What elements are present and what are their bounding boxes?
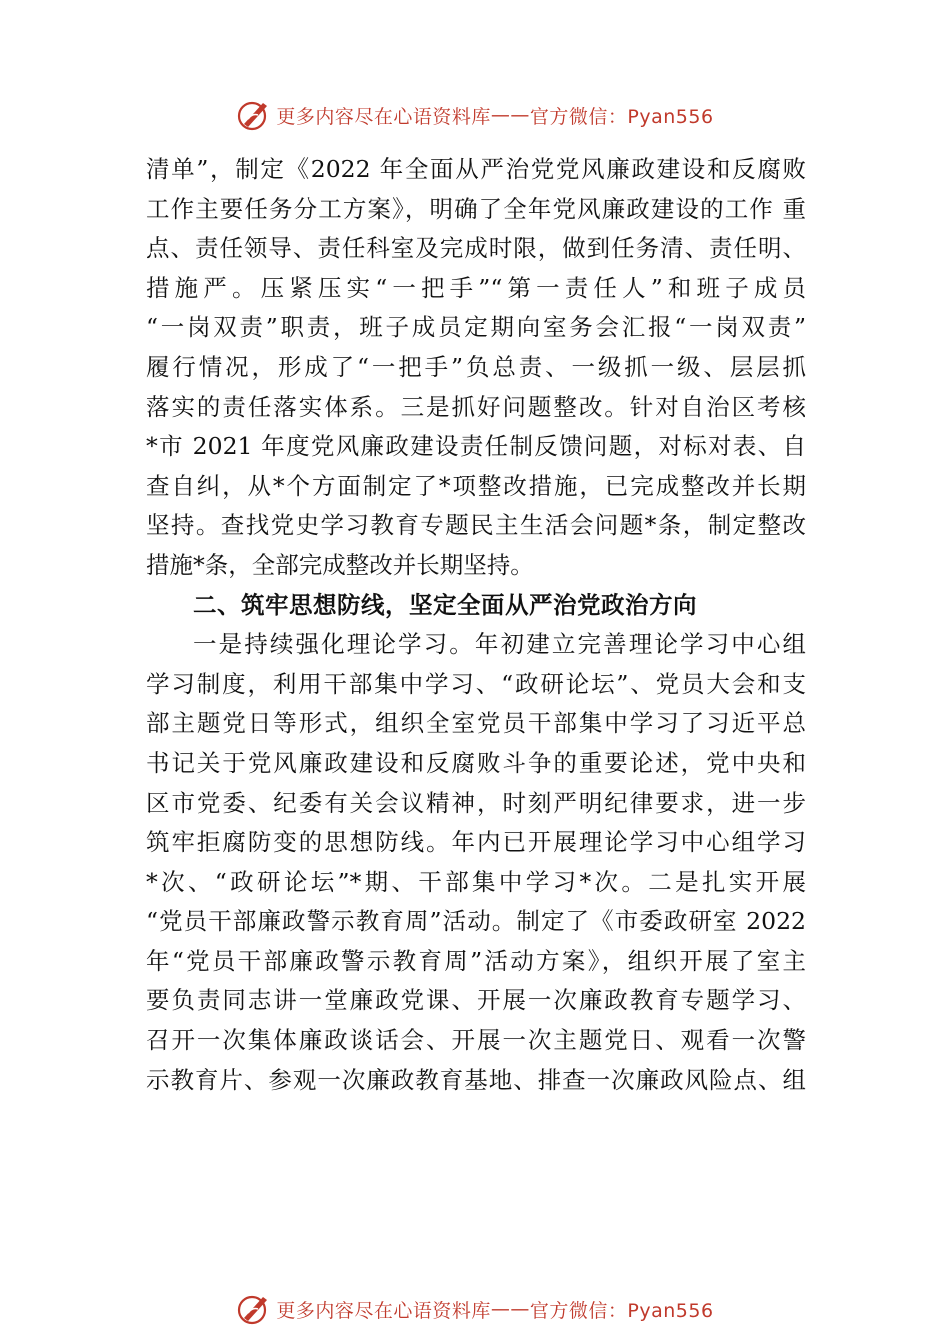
footer-wechat-text: 官方微信：Pyan556 bbox=[529, 1299, 714, 1322]
body-line: 召开一次集体廉政谈话会、开展一次主题党日、观看一次警 bbox=[146, 1026, 806, 1055]
body-line: 学习制度，利用干部集中学习、“政研论坛”、党员大会和支 bbox=[146, 669, 806, 698]
body-line: 履行情况，形成了“一把手”负总责、一级抓一级、层层抓 bbox=[146, 352, 806, 381]
header-brand-text: 更多内容尽在心语资料库 bbox=[276, 105, 491, 128]
footer-separator: —— bbox=[490, 1298, 530, 1320]
header-wechat-text: 官方微信：Pyan556 bbox=[529, 105, 714, 128]
pen-logo-icon bbox=[236, 97, 272, 133]
section-heading: 二、筑牢思想防线，坚定全面从严治党政治方向 bbox=[193, 590, 697, 619]
header-separator: —— bbox=[490, 104, 530, 126]
body-line: 措施*条，全部完成整改并长期坚持。 bbox=[146, 550, 534, 579]
body-line: “党员干部廉政警示教育周”活动。制定了《市委政研室 2022 bbox=[146, 907, 806, 936]
body-line: 部主题党日等形式，组织全室党员干部集中学习了习近平总 bbox=[146, 709, 806, 738]
header-banner bbox=[0, 93, 950, 137]
footer-brand-text: 更多内容尽在心语资料库 bbox=[276, 1299, 491, 1322]
document-body bbox=[146, 150, 806, 1100]
body-line: 清单”，制定《2022 年全面从严治党党风廉政建设和反腐败 bbox=[146, 155, 806, 183]
body-line: 工作主要任务分工方案》，明确了全年党风廉政建设的工作 重 bbox=[146, 194, 806, 223]
body-line: 示教育片、参观一次廉政教育基地、排查一次廉政风险点、组 bbox=[146, 1065, 806, 1094]
body-line: *市 2021 年度党风廉政建设责任制反馈问题，对标对表、自 bbox=[146, 432, 806, 461]
body-line: 年“党员干部廉政警示教育周”活动方案》，组织开展了室主 bbox=[146, 946, 806, 975]
body-line: “一岗双责”职责，班子成员定期向室务会汇报“一岗双责” bbox=[146, 313, 806, 342]
body-line: 查自纠，从*个方面制定了*项整改措施，已完成整改并长期 bbox=[146, 471, 806, 500]
footer-banner bbox=[0, 1287, 950, 1331]
body-line: 落实的责任落实体系。三是抓好问题整改。针对自治区考核 bbox=[146, 392, 806, 421]
body-line: 坚持。查找党史学习教育专题民主生活会问题*条，制定整改 bbox=[146, 511, 806, 540]
body-line: 区市党委、纪委有关会议精神，时刻严明纪律要求，进一步 bbox=[146, 788, 806, 817]
pen-logo-icon bbox=[236, 1291, 272, 1327]
body-line: 书记关于党风廉政建设和反腐败斗争的重要论述，党中央和 bbox=[146, 748, 806, 777]
body-line: 筑牢拒腐防变的思想防线。年内已开展理论学习中心组学习 bbox=[146, 828, 806, 857]
body-line: 一是持续强化理论学习。年初建立完善理论学习中心组 bbox=[193, 630, 806, 659]
body-line: 要负责同志讲一堂廉政党课、开展一次廉政教育专题学习、 bbox=[146, 986, 806, 1015]
body-line: *次、“政研论坛”*期、干部集中学习*次。二是扎实开展 bbox=[146, 867, 806, 896]
body-line: 措施严。压紧压实“一把手”“第一责任人”和班子成员 bbox=[146, 273, 806, 302]
body-line: 点、责任领导、责任科室及完成时限，做到任务清、责任明、 bbox=[146, 234, 806, 263]
